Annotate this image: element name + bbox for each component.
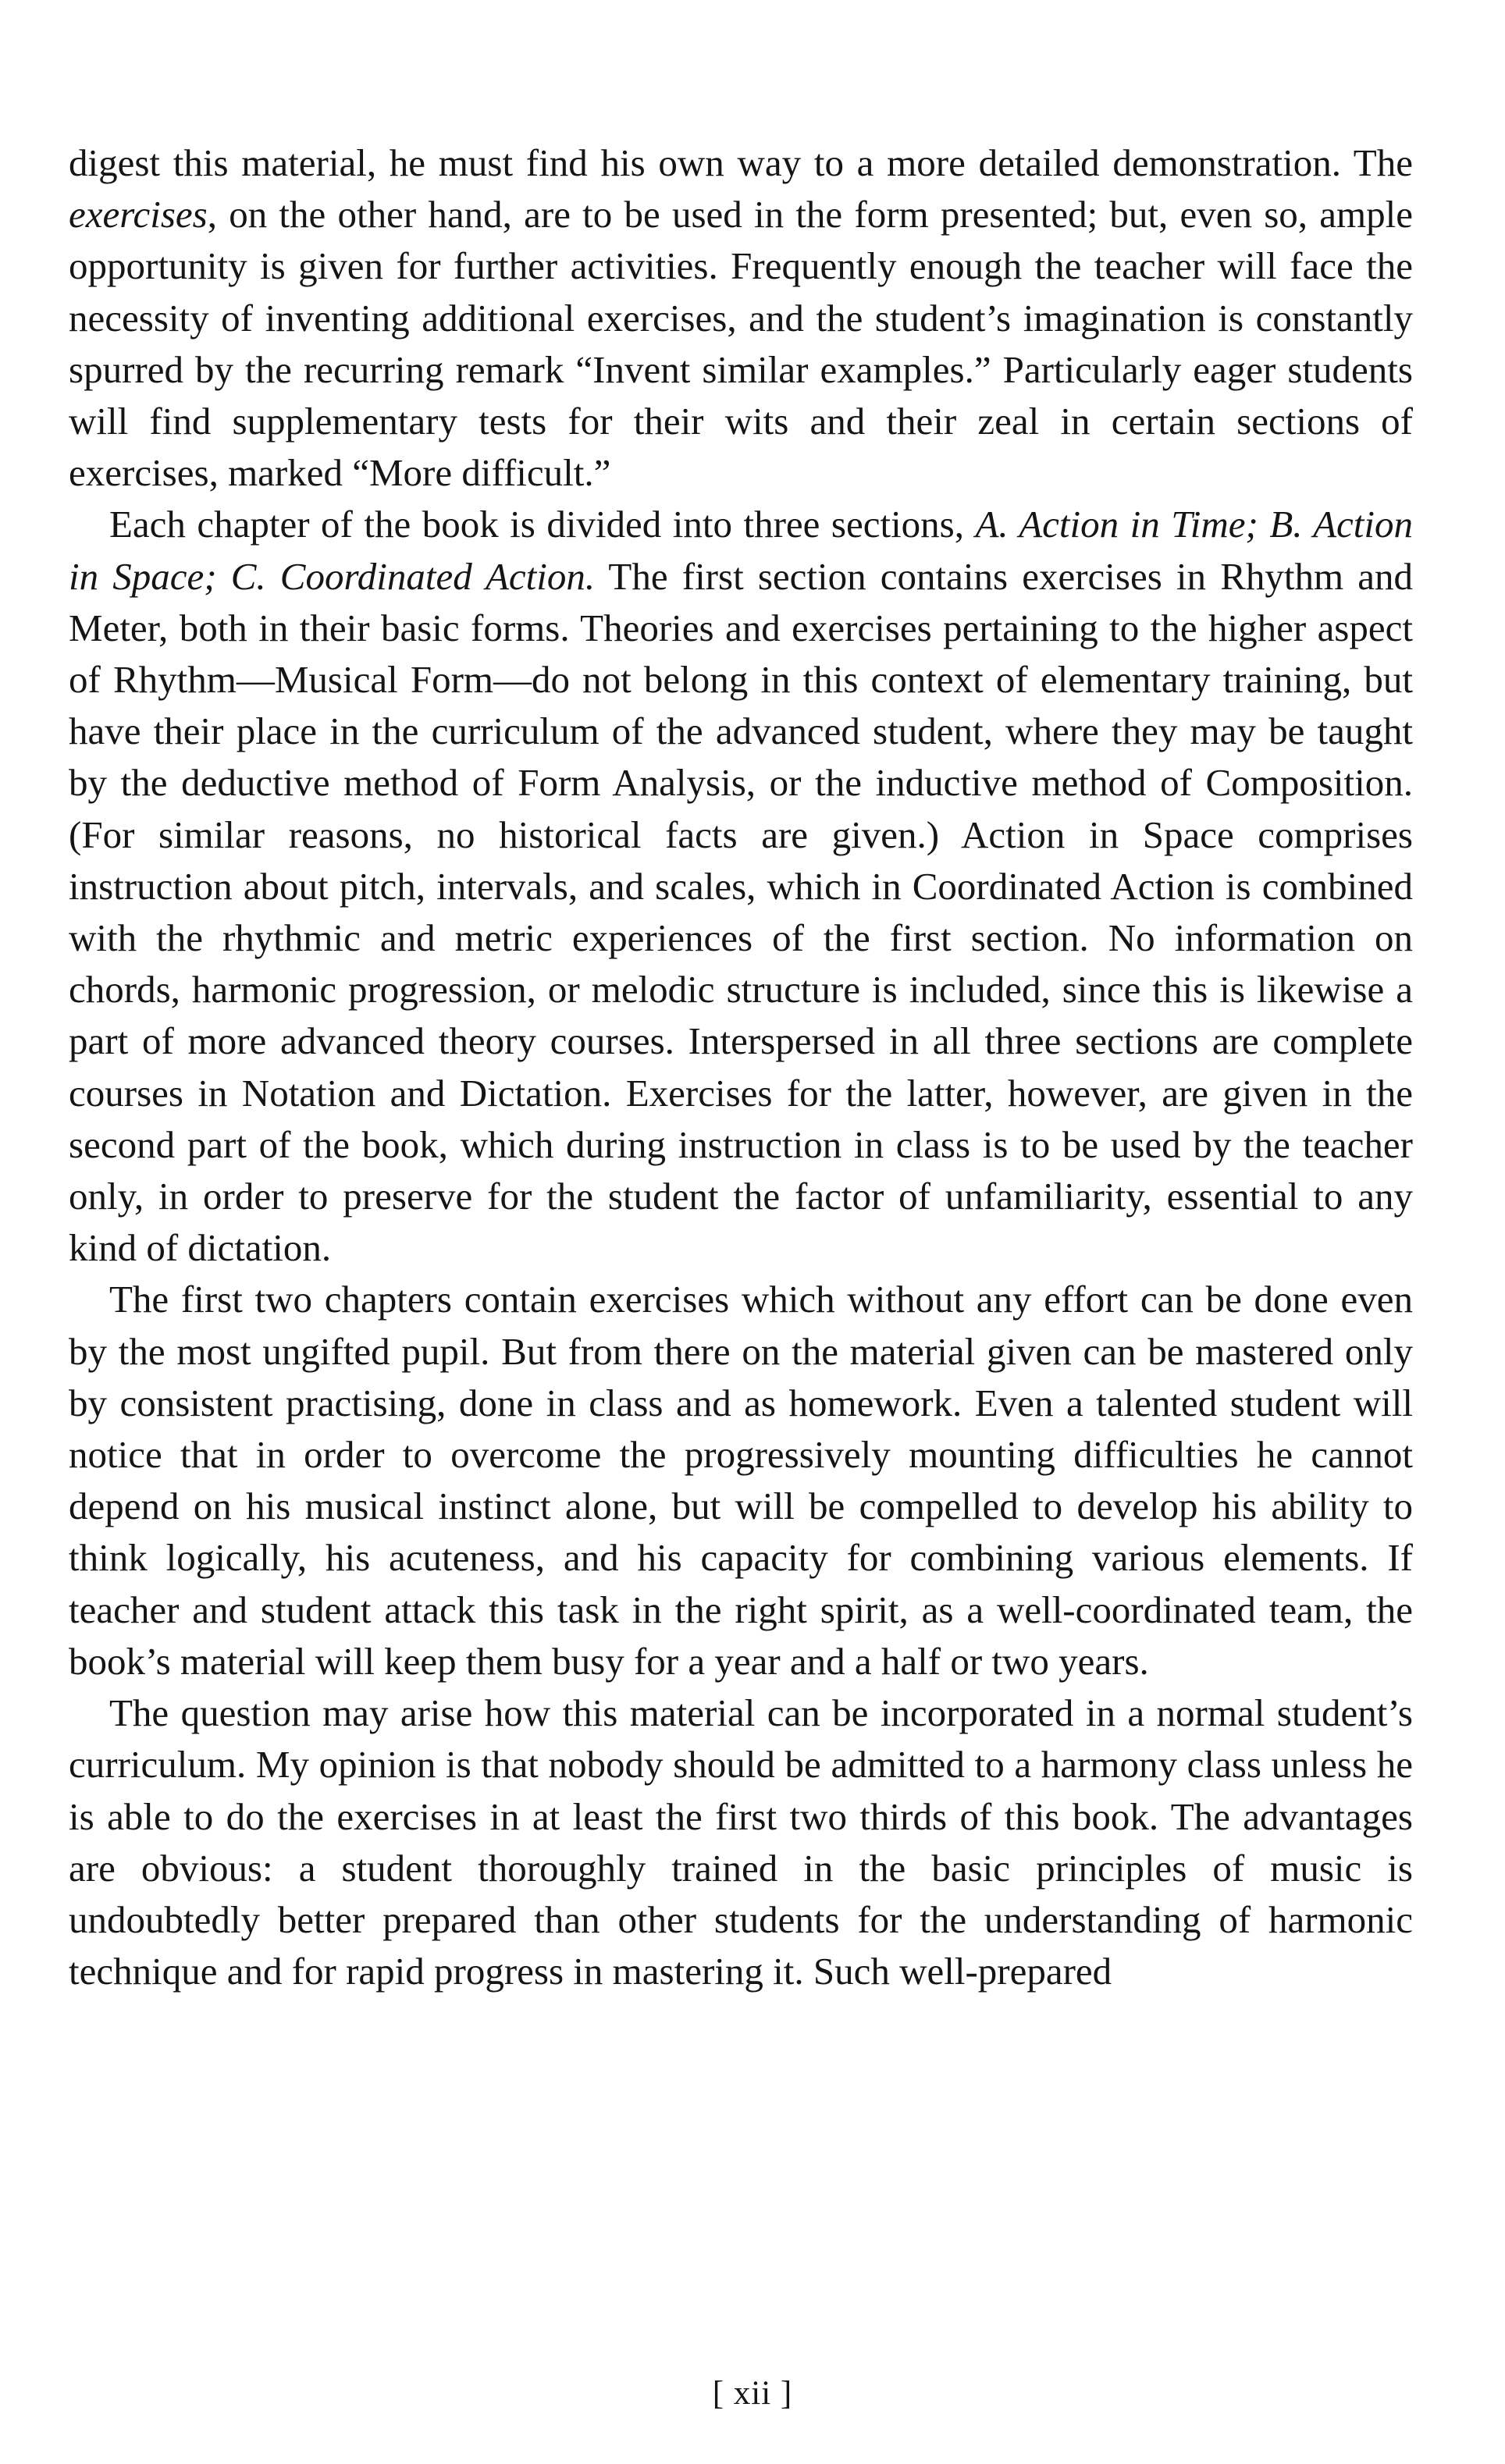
paragraph-3-text: The first two chapters contain exercises which without any effort can be done even by the most ungifted pupil. But from there on the material given can be mastered only by consistent practising, done in class and as homework. Even a talented student will notice that in order to overcome the progressively mounting difficulties he cannot depend on his musical instinct alone, but will be compelled to develop his ability to think logically, his acuteness, and his capacity for combining various elements. If teacher and student attack this task in the right spirit, as a well-coordinated team, the book’s material will keep them busy for a year and a half or two years. (69, 1278, 1413, 1683)
paragraph-2-text-a: Each chapter of the book is divided into three sections, (109, 503, 976, 546)
page-number: [ xii ] (712, 2375, 793, 2412)
page-body (69, 137, 1413, 1997)
paragraph-1-italic-exercises: exercises (69, 193, 208, 236)
paragraph-4-text: The question may arise how this material can be incorporated in a normal student’s curriculum. My opinion is that nobody should be admitted to a harmony class unless he is able to do the exercises in at least the first two thirds of this book. The advantages are obvious: a student thoroughly trained in the basic principles of music is undoubtedly better prepared than other students for the understanding of harmonic technique and for rapid progress in mastering it. Such well-prepared (69, 1691, 1413, 1993)
paragraph-1-text-a: digest this material, he must find his own way to a more detailed demonstration. The (69, 141, 1413, 184)
paragraph-2-italic-sections: A. Action in Time; B. Action in Space; C. Coordinated Action. (69, 503, 1413, 598)
paragraph-1 (69, 137, 1413, 499)
paragraph-2-text-b: The first section contains exercises in Rhythm and Meter, both in their basic forms. Theories and exercises pertaining to the higher aspect of Rhythm—Musical Form—do not belong in this context of elementary training, but have their place in the curriculum of the advanced student, where they may be taught by the deductive method of Form Analysis, or the inductive method of Composition. (For similar reasons, no historical facts are given.) Action in Space comprises instruction about pitch, intervals, and scales, which in Coordinated Action is combined with the rhythmic and metric experiences of the first section. No information on chords, harmonic progression, or melodic structure is included, since this is likewise a part of more advanced theory courses. Interspersed in all three sections are complete courses in Notation and Dictation. Exercises for the latter, however, are given in the second part of the book, which during instruction in class is to be used by the teacher only, in order to preserve for the student the factor of unfamiliarity, essential to any kind of dictation. (69, 554, 1414, 1270)
paragraph-1-text-b: , on the other hand, are to be used in the form presented; but, even so, ample opportunity is given for further activities. Frequently enough the teacher will face the necessity of inventing additional exercises, and the student’s imagination is constantly spurred by the recurring remark “Invent similar examples.” Particularly eager students will find supplementary tests for their wits and their zeal in certain sections of exercises, marked “More difficult.” (69, 193, 1413, 495)
paragraph-4 (69, 1687, 1413, 1997)
paragraph-2 (69, 499, 1413, 1274)
paragraph-3 (69, 1274, 1413, 1687)
